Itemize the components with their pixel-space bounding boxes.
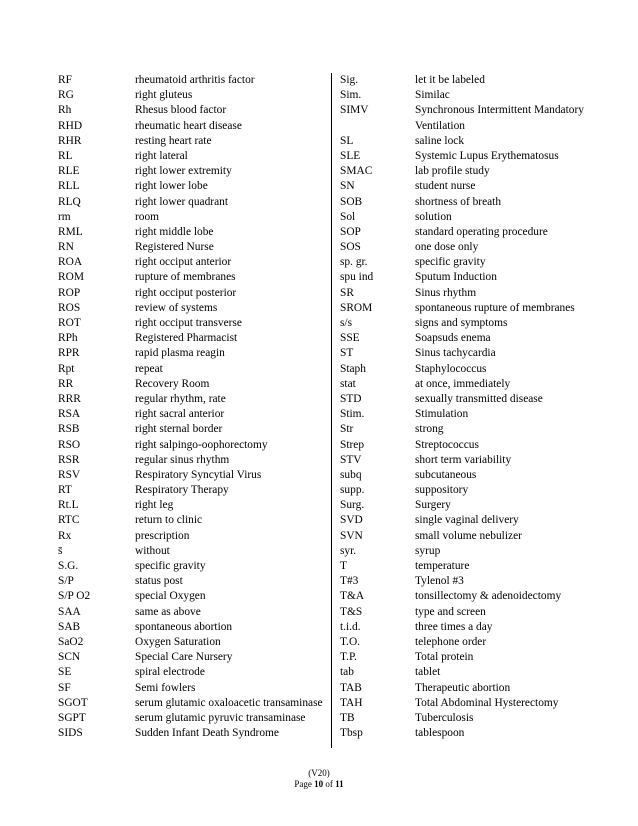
definition: spontaneous abortion — [135, 620, 233, 633]
abbreviation: TAB — [340, 681, 362, 694]
abbreviation: RL — [58, 149, 73, 162]
abbreviation: Sim. — [340, 89, 362, 102]
abbreviation: RPR — [58, 347, 80, 360]
table-row — [337, 301, 588, 316]
table-row — [58, 210, 328, 225]
definition: Rhesus blood factor — [135, 104, 227, 117]
definition: regular rhythm, rate — [135, 392, 226, 405]
table-row — [337, 483, 588, 498]
abbreviation: RSR — [58, 453, 80, 466]
table-row — [337, 422, 588, 437]
abbreviation: SGOT — [58, 696, 88, 709]
definition: prescription — [135, 529, 190, 542]
definition: tablet — [415, 666, 441, 679]
definition: single vaginal delivery — [415, 514, 519, 527]
definition: room — [135, 210, 160, 223]
definition: right lower lobe — [135, 180, 208, 193]
table-row — [337, 346, 588, 361]
definition: Tylenol #3 — [415, 575, 464, 588]
abbreviation: RHD — [58, 119, 83, 132]
abbreviation: Rx — [58, 529, 72, 542]
page-number-line — [0, 779, 638, 790]
abbreviation: SCN — [58, 651, 81, 664]
abbreviation: Rpt — [58, 362, 75, 375]
table-row — [337, 286, 588, 301]
definition: rupture of membranes — [135, 271, 236, 284]
table-row — [337, 544, 588, 559]
abbreviation: Rt.L — [58, 499, 79, 512]
table-row — [58, 255, 328, 270]
table-row — [58, 453, 328, 468]
definition: specific gravity — [415, 256, 486, 269]
definition: rheumatoid arthritis factor — [135, 74, 255, 86]
abbreviation: SE — [58, 666, 72, 679]
table-row — [337, 103, 588, 118]
definition: rapid plasma reagin — [135, 347, 225, 360]
definition: lab profile study — [415, 165, 490, 178]
abbreviation: Surg. — [340, 499, 365, 512]
table-row — [58, 270, 328, 285]
table-row — [337, 574, 588, 589]
definition: right occiput transverse — [135, 317, 242, 329]
table-row — [337, 255, 588, 270]
table-row — [58, 589, 328, 604]
abbreviation: T.P. — [340, 651, 357, 664]
table-row — [337, 696, 588, 711]
definition: Similac — [415, 89, 450, 102]
abbreviation: RG — [58, 89, 74, 102]
page-of: of — [325, 779, 333, 789]
table-row — [337, 392, 588, 407]
definition: signs and symptoms — [415, 317, 508, 329]
table-row — [58, 377, 328, 392]
definition: saline lock — [415, 134, 465, 147]
definition: Therapeutic abortion — [415, 681, 511, 694]
table-row — [58, 605, 328, 620]
definition: serum glutamic oxaloacetic transaminase — [135, 696, 323, 709]
definition: standard operating procedure — [415, 225, 548, 238]
table-row — [337, 438, 588, 453]
abbreviation: SVD — [340, 514, 363, 527]
table-row — [58, 164, 328, 179]
abbreviation: S/P — [58, 575, 74, 588]
definition: student nurse — [415, 180, 476, 193]
abbreviation: spu ind — [340, 271, 374, 284]
abbreviation: T&A — [340, 590, 365, 603]
abbreviation: s̄ — [58, 544, 63, 557]
abbreviation: Sig. — [340, 74, 359, 86]
definition: right lower quadrant — [135, 195, 228, 208]
definition: Respiratory Therapy — [135, 484, 229, 497]
table-row — [337, 362, 588, 377]
definition: tablespoon — [415, 727, 465, 740]
definition: Surgery — [415, 499, 451, 512]
right-column — [337, 73, 588, 741]
definition: right gluteus — [135, 89, 193, 102]
table-row — [58, 620, 328, 635]
definition: right middle lobe — [135, 225, 214, 238]
definition: right lateral — [135, 149, 188, 162]
table-row — [337, 377, 588, 392]
page-number: 10 — [314, 779, 324, 789]
definition: return to clinic — [135, 514, 203, 527]
table-row — [58, 574, 328, 589]
definition: rheumatic heart disease — [135, 119, 242, 132]
table-row — [58, 331, 328, 346]
table-row — [58, 650, 328, 665]
table-row — [58, 483, 328, 498]
abbreviation: RHR — [58, 134, 82, 147]
abbreviation: Sol — [340, 210, 356, 223]
definition: review of systems — [135, 301, 218, 314]
table-row — [58, 73, 328, 88]
abbreviation: Strep — [340, 438, 365, 451]
table-row — [337, 73, 588, 88]
abbreviation: SF — [58, 681, 71, 694]
abbreviation: SGPT — [58, 711, 86, 724]
abbreviation: sp. gr. — [340, 256, 368, 269]
abbreviation: Staph — [340, 362, 366, 375]
table-row — [337, 559, 588, 574]
definition: short term variability — [415, 453, 512, 466]
abbreviation: Stim. — [340, 408, 365, 421]
abbreviation: RSA — [58, 408, 81, 421]
definition: tonsillectomy & adenoidectomy — [415, 590, 562, 603]
definition: Staphylococcus — [415, 362, 487, 375]
page-footer — [0, 768, 638, 790]
definition: regular sinus rhythm — [135, 453, 230, 466]
abbreviation: T#3 — [340, 575, 359, 588]
definition: Special Care Nursery — [135, 651, 233, 664]
definition: spiral electrode — [135, 666, 205, 679]
definition: Ventilation — [415, 119, 465, 132]
definition: serum glutamic pyruvic transaminase — [135, 711, 306, 724]
abbreviation: TB — [340, 711, 355, 724]
table-row — [337, 681, 588, 696]
table-row — [58, 119, 328, 134]
abbreviation: SIMV — [340, 104, 369, 117]
definition: without — [135, 544, 170, 557]
table-row — [337, 270, 588, 285]
table-row — [337, 453, 588, 468]
table-row — [337, 179, 588, 194]
abbreviation: RML — [58, 225, 83, 238]
definition: repeat — [135, 362, 163, 375]
abbreviation: syr. — [340, 544, 357, 557]
abbreviation: RLE — [58, 165, 80, 178]
table-row — [58, 498, 328, 513]
table-row — [337, 726, 588, 741]
table-row — [58, 407, 328, 422]
table-row — [58, 149, 328, 164]
abbreviation: ROS — [58, 301, 81, 314]
table-row — [337, 711, 588, 726]
table-row — [58, 711, 328, 726]
definition: right salpingo-oophorectomy — [135, 438, 268, 451]
abbreviation: S.G. — [58, 560, 79, 572]
definition: Soapsuds enema — [415, 332, 491, 345]
table-row — [337, 240, 588, 255]
definition: right sacral anterior — [135, 408, 225, 421]
table-row — [58, 438, 328, 453]
abbreviation: RLQ — [58, 195, 81, 208]
abbreviation: RN — [58, 241, 74, 254]
table-row — [337, 134, 588, 149]
abbreviation: TAH — [340, 696, 363, 709]
definition: Respiratory Syncytial Virus — [135, 468, 262, 481]
abbreviation: ROT — [58, 317, 81, 329]
abbreviation: T.O. — [340, 635, 361, 648]
definition: Streptococcus — [415, 438, 479, 451]
abbreviation: SaO2 — [58, 635, 84, 648]
abbreviation: Tbsp — [340, 727, 363, 740]
abbreviation: STV — [340, 453, 362, 466]
definition: Sinus tachycardia — [415, 347, 496, 360]
definition: Sputum Induction — [415, 271, 497, 284]
table-row — [337, 331, 588, 346]
table-row — [337, 498, 588, 513]
abbreviation: ROP — [58, 286, 81, 299]
definition: right occiput posterior — [135, 286, 237, 299]
table-row — [58, 346, 328, 361]
definition: Sudden Infant Death Syndrome — [135, 727, 279, 740]
abbreviation: RSV — [58, 468, 81, 481]
table-row — [337, 225, 588, 240]
definition: solution — [415, 210, 452, 223]
definition: temperature — [415, 560, 470, 572]
definition: Recovery Room — [135, 377, 210, 390]
abbreviation: tab — [340, 666, 354, 679]
abbreviation: T&S — [340, 605, 363, 618]
definition: shortness of breath — [415, 195, 502, 208]
table-row — [58, 286, 328, 301]
table-row — [58, 88, 328, 103]
abbreviation: RRR — [58, 392, 81, 405]
table-row — [58, 362, 328, 377]
abbreviation: SAA — [58, 605, 81, 618]
abbreviation: ROA — [58, 256, 83, 269]
table-row — [337, 635, 588, 650]
definition: special Oxygen — [135, 590, 206, 603]
table-row — [58, 635, 328, 650]
definition: spontaneous rupture of membranes — [415, 301, 575, 314]
table-row — [58, 134, 328, 149]
abbreviation: t.i.d. — [340, 620, 361, 633]
definition: telephone order — [415, 635, 487, 648]
definition: Oxygen Saturation — [135, 635, 221, 648]
abbreviation: T — [340, 560, 347, 572]
definition: right leg — [135, 499, 174, 512]
table-row — [58, 468, 328, 483]
page-total: 11 — [335, 779, 344, 789]
table-row — [337, 589, 588, 604]
table-row — [58, 103, 328, 118]
abbreviation: RLL — [58, 180, 80, 193]
table-row — [58, 681, 328, 696]
table-row — [58, 301, 328, 316]
table-row — [337, 468, 588, 483]
abbreviation: SN — [340, 180, 355, 193]
definition: small volume nebulizer — [415, 529, 522, 542]
table-row — [337, 407, 588, 422]
table-row — [58, 513, 328, 528]
table-row — [58, 696, 328, 711]
table-row — [58, 544, 328, 559]
table-row — [337, 529, 588, 544]
abbreviation: S/P O2 — [58, 590, 91, 603]
page-prefix: Page — [294, 779, 312, 789]
abbreviation: rm — [58, 210, 71, 223]
table-row — [58, 559, 328, 574]
abbreviation: SVN — [340, 529, 363, 542]
table-row — [58, 422, 328, 437]
abbreviation: SR — [340, 286, 354, 299]
table-row — [58, 529, 328, 544]
abbreviation: s/s — [340, 317, 353, 329]
definition: Tuberculosis — [415, 711, 474, 724]
abbreviation: SOP — [340, 225, 361, 238]
abbreviation: Str — [340, 423, 354, 436]
definition: strong — [415, 423, 444, 436]
table-row — [58, 665, 328, 680]
table-row — [337, 620, 588, 635]
abbreviation: SL — [340, 134, 354, 147]
abbreviation: SMAC — [340, 165, 373, 178]
table-row — [337, 513, 588, 528]
definition: suppository — [415, 484, 469, 497]
definition: Total Abdominal Hysterectomy — [415, 696, 559, 709]
abbreviation: Rh — [58, 104, 72, 117]
definition: right occiput anterior — [135, 256, 232, 269]
table-row — [337, 316, 588, 331]
abbreviation: subq — [340, 468, 362, 481]
definition: same as above — [135, 605, 201, 618]
definition: Semi fowlers — [135, 681, 196, 694]
definition: resting heart rate — [135, 134, 212, 147]
definition: syrup — [415, 544, 441, 557]
definition: Stimulation — [415, 408, 469, 421]
definition: Synchronous Intermittent Mandatory — [415, 104, 584, 117]
table-row — [58, 392, 328, 407]
table-row — [58, 225, 328, 240]
abbreviation: ROM — [58, 271, 84, 284]
table-row — [337, 88, 588, 103]
definition: type and screen — [415, 605, 486, 618]
definition: Systemic Lupus Erythematosus — [415, 149, 559, 162]
definition: three times a day — [415, 620, 493, 633]
table-row — [337, 210, 588, 225]
table-row — [337, 650, 588, 665]
abbreviation: RTC — [58, 514, 80, 527]
left-column — [58, 73, 328, 741]
version-label: (V20) — [308, 768, 330, 778]
definition: specific gravity — [135, 560, 206, 572]
table-row — [58, 179, 328, 194]
table-row — [337, 164, 588, 179]
abbreviation: SAB — [58, 620, 81, 633]
table-row — [58, 726, 328, 741]
table-row — [337, 605, 588, 620]
table-row — [337, 195, 588, 210]
table-row — [337, 119, 588, 134]
definition: at once, immediately — [415, 377, 511, 390]
table-row — [58, 195, 328, 210]
abbreviation: RSO — [58, 438, 81, 451]
abbreviation: RF — [58, 74, 72, 86]
table-row — [337, 665, 588, 680]
abbreviation: SOS — [340, 241, 361, 254]
definition: right lower extremity — [135, 165, 232, 178]
definition: Total protein — [415, 651, 474, 664]
definition: right sternal border — [135, 423, 223, 436]
definition: let it be labeled — [415, 74, 485, 86]
abbreviation: SROM — [340, 301, 373, 314]
abbreviation: RT — [58, 484, 72, 497]
abbreviation: RSB — [58, 423, 80, 436]
definition: Sinus rhythm — [415, 286, 477, 299]
definition: Registered Pharmacist — [135, 332, 238, 345]
table-row — [337, 149, 588, 164]
abbreviation: SLE — [340, 149, 361, 162]
definition: Registered Nurse — [135, 241, 214, 254]
abbreviation: SOB — [340, 195, 363, 208]
abbreviation: stat — [340, 377, 356, 390]
abbreviation: RPh — [58, 332, 78, 345]
abbreviation: SIDS — [58, 727, 83, 740]
abbreviation: supp. — [340, 484, 365, 497]
abbreviation: STD — [340, 392, 362, 405]
definition: subcutaneous — [415, 468, 477, 481]
abbreviation: SSE — [340, 332, 360, 345]
abbreviation: RR — [58, 377, 74, 390]
table-row — [58, 316, 328, 331]
definition: sexually transmitted disease — [415, 392, 543, 405]
column-divider — [331, 73, 332, 748]
table-row — [58, 240, 328, 255]
abbreviation: ST — [340, 347, 354, 360]
definition: status post — [135, 575, 183, 588]
definition: one dose only — [415, 241, 479, 254]
